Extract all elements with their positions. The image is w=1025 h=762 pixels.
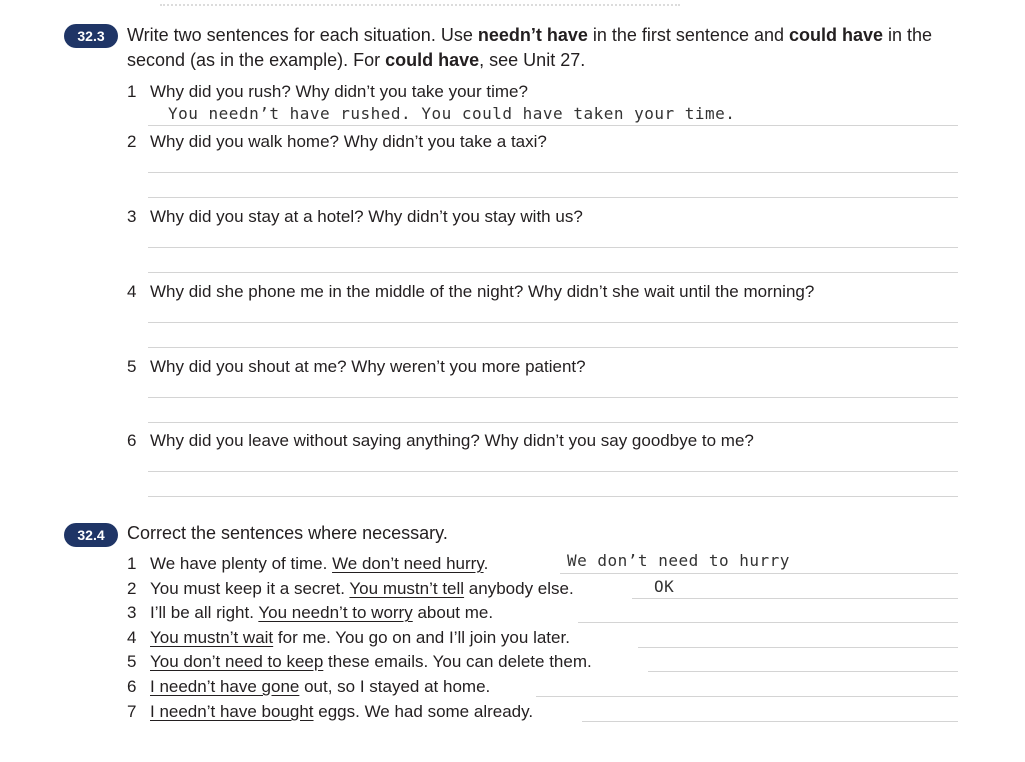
answer-line[interactable] (148, 397, 958, 398)
answer-line[interactable] (148, 172, 958, 173)
question-6: 6 Why did you leave without saying anything? Why didn’t you say goodbye to me? (127, 431, 754, 450)
answer-line[interactable] (632, 598, 958, 599)
sentence-4: 4 You mustn’t wait for me. You go on and I’ll join you later. (127, 628, 570, 647)
sentence-3: 3 I’ll be all right. You needn’t to worry about me. (127, 603, 494, 622)
answer-line[interactable] (148, 272, 958, 273)
exercise-badge-32-3: 32.3 (64, 24, 118, 48)
answer-line[interactable] (536, 696, 958, 697)
answer-line[interactable] (560, 573, 958, 574)
answer-line (148, 125, 958, 126)
sentence-2: 2 You must keep it a secret. You mustn’t tell anybody else. (127, 579, 574, 598)
answer-line[interactable] (148, 496, 958, 497)
exercise-badge-32-4: 32.4 (64, 523, 118, 547)
answer-line[interactable] (148, 347, 958, 348)
answer-line[interactable] (148, 247, 958, 248)
answer-line[interactable] (578, 622, 958, 623)
answer-1: You needn’t have rushed. You could have taken your time. (168, 104, 736, 123)
question-1: 1 Why did you rush? Why didn’t you take your time? (127, 82, 528, 101)
answer-line[interactable] (582, 721, 958, 722)
sentence-5: 5 You don’t need to keep these emails. You can delete them. (127, 652, 592, 671)
question-2: 2 Why did you walk home? Why didn’t you take a taxi? (127, 132, 547, 151)
answer-line[interactable] (648, 671, 958, 672)
question-3: 3 Why did you stay at a hotel? Why didn’t you stay with us? (127, 207, 583, 226)
question-5: 5 Why did you shout at me? Why weren’t you more patient? (127, 357, 586, 376)
instruction-32-4: Correct the sentences where necessary. (127, 523, 448, 543)
answer-line[interactable] (148, 471, 958, 472)
answer-line[interactable] (148, 197, 958, 198)
answer-line[interactable] (148, 322, 958, 323)
answer-line[interactable] (638, 647, 958, 648)
question-4: 4 Why did she phone me in the middle of the night? Why didn’t she wait until the morning? (127, 282, 815, 301)
cut-off-text (160, 0, 680, 6)
instruction-32-3: Write two sentences for each situation. Use needn’t have in the first sentence and could have in the second (as in the example). For could have, see Unit 27. (127, 25, 933, 70)
correction-1: We don’t need to hurry (567, 551, 790, 570)
sentence-6: 6 I needn’t have gone out, so I stayed at home. (127, 677, 491, 696)
sentence-1: 1 We have plenty of time. We don’t need hurry. (127, 554, 489, 573)
correction-2: OK (654, 577, 675, 596)
sentence-7: 7 I needn’t have bought eggs. We had some already. (127, 702, 534, 721)
answer-line[interactable] (148, 422, 958, 423)
